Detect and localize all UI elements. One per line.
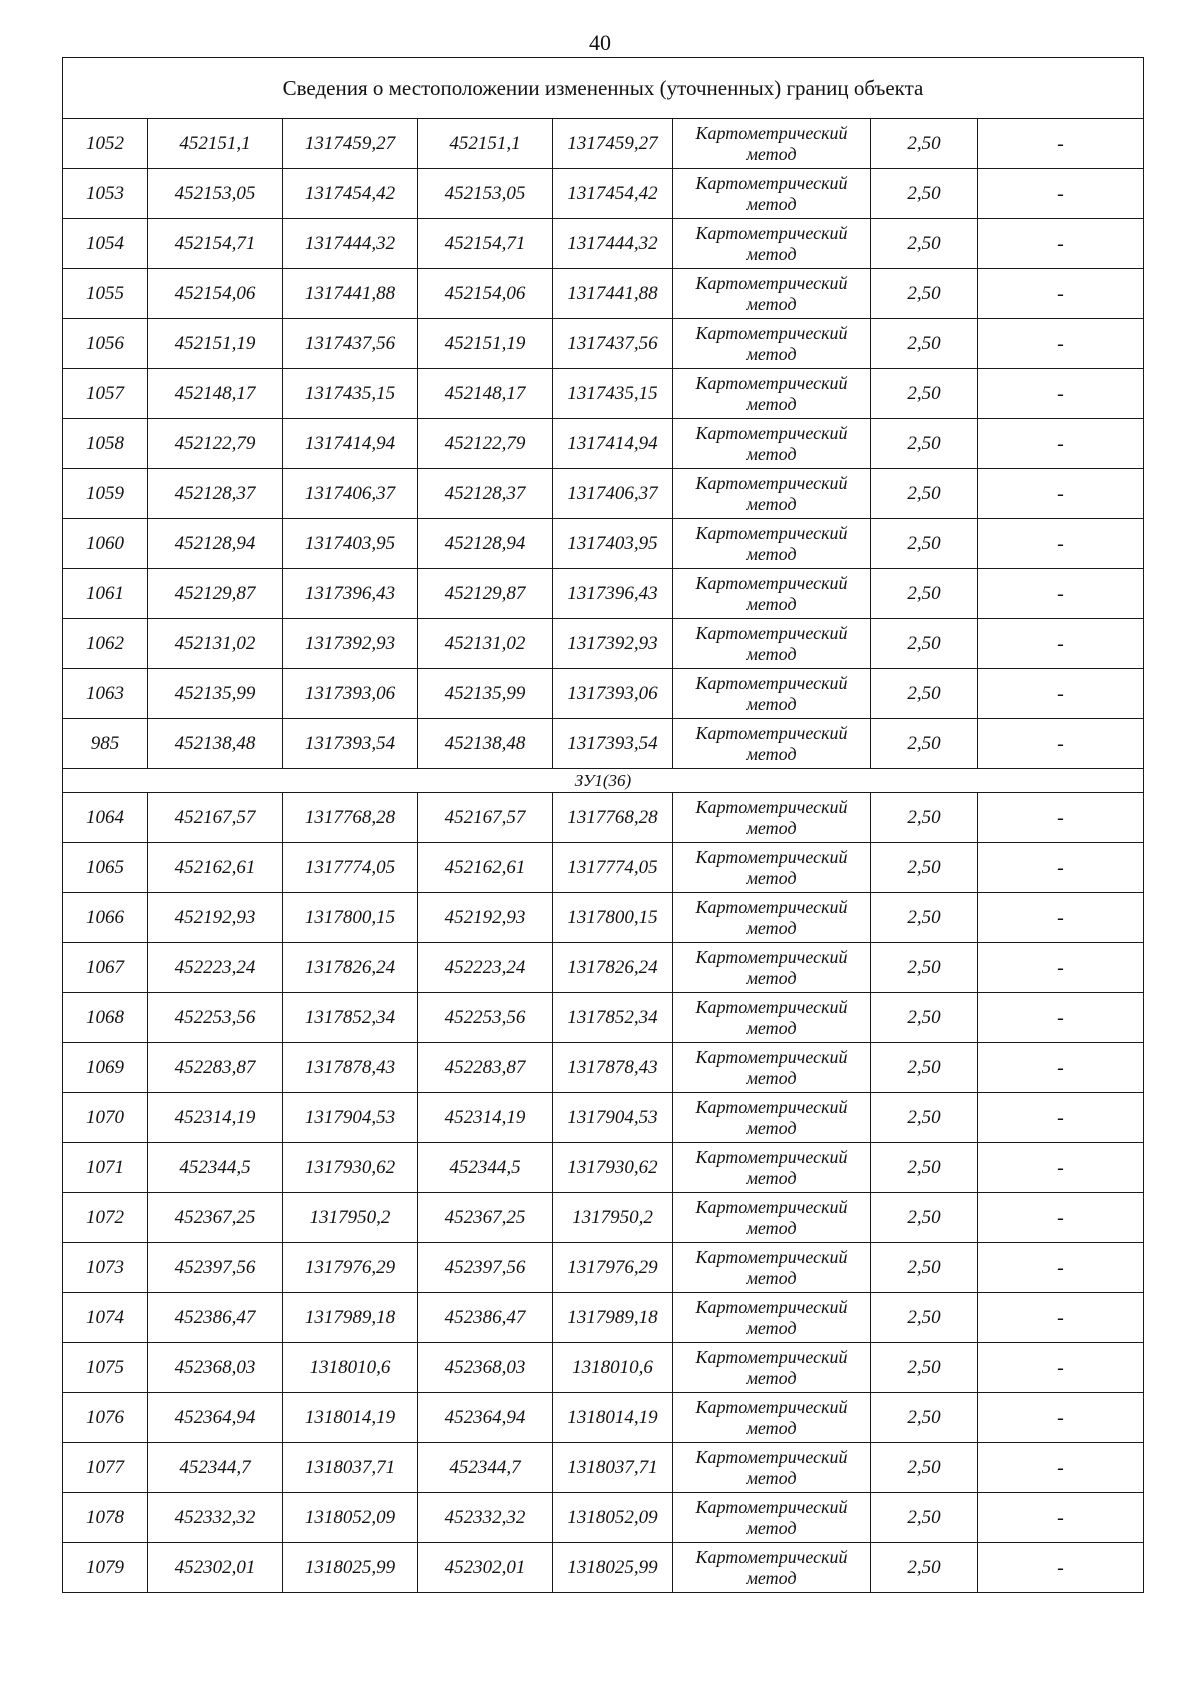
x-existing-cell: 452128,94 (148, 519, 283, 569)
y-refined-cell: 1317950,2 (553, 1193, 673, 1243)
table-row (63, 119, 1144, 169)
description-cell: - (978, 119, 1144, 169)
method-cell: Картометрический метод (673, 1243, 871, 1293)
y-existing-cell: 1317878,43 (283, 1043, 418, 1093)
description-cell: - (978, 1243, 1144, 1293)
x-refined-cell: 452344,5 (418, 1143, 553, 1193)
table-row (63, 519, 1144, 569)
table-row (63, 1443, 1144, 1493)
description-cell: - (978, 219, 1144, 269)
y-existing-cell: 1317768,28 (283, 793, 418, 843)
description-cell: - (978, 619, 1144, 669)
y-refined-cell: 1317774,05 (553, 843, 673, 893)
method-cell: Картометрический метод (673, 1093, 871, 1143)
point-number-cell: 1053 (63, 169, 148, 219)
accuracy-cell: 2,50 (871, 1543, 978, 1593)
method-cell: Картометрический метод (673, 619, 871, 669)
x-existing-cell: 452167,57 (148, 793, 283, 843)
y-refined-cell: 1317826,24 (553, 943, 673, 993)
table-row (63, 843, 1144, 893)
table-body (63, 58, 1144, 1593)
y-refined-cell: 1317435,15 (553, 369, 673, 419)
accuracy-cell: 2,50 (871, 1343, 978, 1393)
section-label: ЗУ1(36) (63, 769, 1144, 793)
method-cell: Картометрический метод (673, 669, 871, 719)
x-existing-cell: 452344,7 (148, 1443, 283, 1493)
table-row (63, 893, 1144, 943)
x-existing-cell: 452344,5 (148, 1143, 283, 1193)
y-existing-cell: 1317989,18 (283, 1293, 418, 1343)
y-refined-cell: 1317441,88 (553, 269, 673, 319)
method-cell: Картометрический метод (673, 1443, 871, 1493)
method-cell: Картометрический метод (673, 169, 871, 219)
table-row (63, 1293, 1144, 1343)
table-row (63, 569, 1144, 619)
y-refined-cell: 1317459,27 (553, 119, 673, 169)
y-refined-cell: 1317393,54 (553, 719, 673, 769)
description-cell: - (978, 569, 1144, 619)
table-row (63, 1093, 1144, 1143)
x-existing-cell: 452364,94 (148, 1393, 283, 1443)
method-cell: Картометрический метод (673, 1393, 871, 1443)
accuracy-cell: 2,50 (871, 219, 978, 269)
point-number-cell: 1068 (63, 993, 148, 1043)
accuracy-cell: 2,50 (871, 893, 978, 943)
point-number-cell: 1079 (63, 1543, 148, 1593)
y-refined-cell: 1318010,6 (553, 1343, 673, 1393)
x-refined-cell: 452151,1 (418, 119, 553, 169)
x-refined-cell: 452367,25 (418, 1193, 553, 1243)
y-refined-cell: 1318025,99 (553, 1543, 673, 1593)
x-existing-cell: 452397,56 (148, 1243, 283, 1293)
y-refined-cell: 1317392,93 (553, 619, 673, 669)
table-row (63, 419, 1144, 469)
method-cell: Картометрический метод (673, 569, 871, 619)
point-number-cell: 1069 (63, 1043, 148, 1093)
table-row (63, 1493, 1144, 1543)
y-refined-cell: 1317406,37 (553, 469, 673, 519)
y-existing-cell: 1317403,95 (283, 519, 418, 569)
accuracy-cell: 2,50 (871, 169, 978, 219)
y-existing-cell: 1317976,29 (283, 1243, 418, 1293)
y-existing-cell: 1317774,05 (283, 843, 418, 893)
y-existing-cell: 1317444,32 (283, 219, 418, 269)
y-existing-cell: 1317459,27 (283, 119, 418, 169)
x-refined-cell: 452314,19 (418, 1093, 553, 1143)
table-row (63, 219, 1144, 269)
point-number-cell: 1052 (63, 119, 148, 169)
description-cell: - (978, 419, 1144, 469)
y-refined-cell: 1317437,56 (553, 319, 673, 369)
method-cell: Картометрический метод (673, 1193, 871, 1243)
y-refined-cell: 1317403,95 (553, 519, 673, 569)
y-existing-cell: 1318014,19 (283, 1393, 418, 1443)
method-cell: Картометрический метод (673, 369, 871, 419)
method-cell: Картометрический метод (673, 1493, 871, 1543)
y-existing-cell: 1317800,15 (283, 893, 418, 943)
accuracy-cell: 2,50 (871, 1193, 978, 1243)
description-cell: - (978, 1193, 1144, 1243)
accuracy-cell: 2,50 (871, 843, 978, 893)
y-existing-cell: 1318037,71 (283, 1443, 418, 1493)
y-refined-cell: 1317989,18 (553, 1293, 673, 1343)
description-cell: - (978, 843, 1144, 893)
table-title-row (63, 58, 1144, 119)
point-number-cell: 1056 (63, 319, 148, 369)
x-existing-cell: 452154,06 (148, 269, 283, 319)
description-cell: - (978, 993, 1144, 1043)
table-row (63, 169, 1144, 219)
accuracy-cell: 2,50 (871, 943, 978, 993)
point-number-cell: 1065 (63, 843, 148, 893)
method-cell: Картометрический метод (673, 943, 871, 993)
x-existing-cell: 452223,24 (148, 943, 283, 993)
x-refined-cell: 452253,56 (418, 993, 553, 1043)
description-cell: - (978, 1043, 1144, 1093)
accuracy-cell: 2,50 (871, 119, 978, 169)
description-cell: - (978, 319, 1144, 369)
y-refined-cell: 1317396,43 (553, 569, 673, 619)
y-refined-cell: 1317852,34 (553, 993, 673, 1043)
x-refined-cell: 452153,05 (418, 169, 553, 219)
point-number-cell: 1060 (63, 519, 148, 569)
description-cell: - (978, 169, 1144, 219)
y-existing-cell: 1317393,06 (283, 669, 418, 719)
point-number-cell: 1058 (63, 419, 148, 469)
accuracy-cell: 2,50 (871, 569, 978, 619)
table-row (63, 793, 1144, 843)
x-refined-cell: 452128,37 (418, 469, 553, 519)
description-cell: - (978, 1443, 1144, 1493)
x-refined-cell: 452223,24 (418, 943, 553, 993)
accuracy-cell: 2,50 (871, 719, 978, 769)
method-cell: Картометрический метод (673, 1293, 871, 1343)
method-cell: Картометрический метод (673, 843, 871, 893)
method-cell: Картометрический метод (673, 1143, 871, 1193)
x-refined-cell: 452368,03 (418, 1343, 553, 1393)
accuracy-cell: 2,50 (871, 1043, 978, 1093)
description-cell: - (978, 669, 1144, 719)
description-cell: - (978, 893, 1144, 943)
description-cell: - (978, 1093, 1144, 1143)
x-existing-cell: 452151,1 (148, 119, 283, 169)
y-existing-cell: 1317454,42 (283, 169, 418, 219)
x-refined-cell: 452364,94 (418, 1393, 553, 1443)
x-existing-cell: 452302,01 (148, 1543, 283, 1593)
y-existing-cell: 1317393,54 (283, 719, 418, 769)
y-refined-cell: 1318052,09 (553, 1493, 673, 1543)
table-row (63, 469, 1144, 519)
x-refined-cell: 452386,47 (418, 1293, 553, 1343)
description-cell: - (978, 469, 1144, 519)
y-existing-cell: 1317435,15 (283, 369, 418, 419)
y-existing-cell: 1317437,56 (283, 319, 418, 369)
y-refined-cell: 1317454,42 (553, 169, 673, 219)
description-cell: - (978, 1493, 1144, 1543)
table-row (63, 1193, 1144, 1243)
x-existing-cell: 452154,71 (148, 219, 283, 269)
accuracy-cell: 2,50 (871, 1143, 978, 1193)
method-cell: Картометрический метод (673, 419, 871, 469)
method-cell: Картометрический метод (673, 119, 871, 169)
point-number-cell: 1059 (63, 469, 148, 519)
y-refined-cell: 1317930,62 (553, 1143, 673, 1193)
accuracy-cell: 2,50 (871, 1443, 978, 1493)
description-cell: - (978, 1293, 1144, 1343)
x-refined-cell: 452283,87 (418, 1043, 553, 1093)
x-existing-cell: 452129,87 (148, 569, 283, 619)
accuracy-cell: 2,50 (871, 1293, 978, 1343)
y-refined-cell: 1317393,06 (553, 669, 673, 719)
accuracy-cell: 2,50 (871, 369, 978, 419)
point-number-cell: 1073 (63, 1243, 148, 1293)
point-number-cell: 985 (63, 719, 148, 769)
y-refined-cell: 1317904,53 (553, 1093, 673, 1143)
y-existing-cell: 1317852,34 (283, 993, 418, 1043)
table-row (63, 319, 1144, 369)
table-row (63, 1243, 1144, 1293)
x-refined-cell: 452122,79 (418, 419, 553, 469)
method-cell: Картометрический метод (673, 993, 871, 1043)
y-existing-cell: 1317406,37 (283, 469, 418, 519)
description-cell: - (978, 719, 1144, 769)
x-existing-cell: 452283,87 (148, 1043, 283, 1093)
point-number-cell: 1076 (63, 1393, 148, 1443)
x-refined-cell: 452344,7 (418, 1443, 553, 1493)
y-refined-cell: 1317768,28 (553, 793, 673, 843)
section-header-row (63, 769, 1144, 793)
table-row (63, 619, 1144, 669)
x-existing-cell: 452122,79 (148, 419, 283, 469)
y-existing-cell: 1317414,94 (283, 419, 418, 469)
y-existing-cell: 1317392,93 (283, 619, 418, 669)
accuracy-cell: 2,50 (871, 319, 978, 369)
accuracy-cell: 2,50 (871, 1093, 978, 1143)
x-existing-cell: 452128,37 (148, 469, 283, 519)
table-row (63, 269, 1144, 319)
y-existing-cell: 1317950,2 (283, 1193, 418, 1243)
method-cell: Картометрический метод (673, 1043, 871, 1093)
x-existing-cell: 452368,03 (148, 1343, 283, 1393)
table-row (63, 1143, 1144, 1193)
y-existing-cell: 1317904,53 (283, 1093, 418, 1143)
method-cell: Картометрический метод (673, 269, 871, 319)
table-row (63, 719, 1144, 769)
point-number-cell: 1062 (63, 619, 148, 669)
method-cell: Картометрический метод (673, 1343, 871, 1393)
x-refined-cell: 452397,56 (418, 1243, 553, 1293)
accuracy-cell: 2,50 (871, 1243, 978, 1293)
y-refined-cell: 1318014,19 (553, 1393, 673, 1443)
accuracy-cell: 2,50 (871, 993, 978, 1043)
description-cell: - (978, 1393, 1144, 1443)
point-number-cell: 1054 (63, 219, 148, 269)
x-existing-cell: 452153,05 (148, 169, 283, 219)
x-existing-cell: 452192,93 (148, 893, 283, 943)
y-existing-cell: 1318025,99 (283, 1543, 418, 1593)
description-cell: - (978, 1343, 1144, 1393)
method-cell: Картометрический метод (673, 1543, 871, 1593)
description-cell: - (978, 1543, 1144, 1593)
x-existing-cell: 452367,25 (148, 1193, 283, 1243)
x-existing-cell: 452135,99 (148, 669, 283, 719)
point-number-cell: 1074 (63, 1293, 148, 1343)
x-refined-cell: 452151,19 (418, 319, 553, 369)
x-existing-cell: 452314,19 (148, 1093, 283, 1143)
y-refined-cell: 1317976,29 (553, 1243, 673, 1293)
method-cell: Картометрический метод (673, 893, 871, 943)
y-refined-cell: 1317878,43 (553, 1043, 673, 1093)
accuracy-cell: 2,50 (871, 419, 978, 469)
method-cell: Картометрический метод (673, 319, 871, 369)
point-number-cell: 1072 (63, 1193, 148, 1243)
x-refined-cell: 452129,87 (418, 569, 553, 619)
description-cell: - (978, 369, 1144, 419)
table-row (63, 1343, 1144, 1393)
method-cell: Картометрический метод (673, 469, 871, 519)
x-refined-cell: 452167,57 (418, 793, 553, 843)
x-existing-cell: 452386,47 (148, 1293, 283, 1343)
point-number-cell: 1067 (63, 943, 148, 993)
point-number-cell: 1063 (63, 669, 148, 719)
point-number-cell: 1066 (63, 893, 148, 943)
point-number-cell: 1055 (63, 269, 148, 319)
table-row (63, 369, 1144, 419)
point-number-cell: 1075 (63, 1343, 148, 1393)
accuracy-cell: 2,50 (871, 1393, 978, 1443)
table-row (63, 993, 1144, 1043)
y-existing-cell: 1317396,43 (283, 569, 418, 619)
description-cell: - (978, 519, 1144, 569)
x-existing-cell: 452138,48 (148, 719, 283, 769)
x-refined-cell: 452135,99 (418, 669, 553, 719)
x-refined-cell: 452332,32 (418, 1493, 553, 1543)
x-existing-cell: 452162,61 (148, 843, 283, 893)
method-cell: Картометрический метод (673, 793, 871, 843)
table-row (63, 1393, 1144, 1443)
x-refined-cell: 452128,94 (418, 519, 553, 569)
accuracy-cell: 2,50 (871, 519, 978, 569)
y-existing-cell: 1317441,88 (283, 269, 418, 319)
description-cell: - (978, 269, 1144, 319)
table-row (63, 669, 1144, 719)
point-number-cell: 1071 (63, 1143, 148, 1193)
point-number-cell: 1078 (63, 1493, 148, 1543)
x-refined-cell: 452154,71 (418, 219, 553, 269)
method-cell: Картометрический метод (673, 519, 871, 569)
y-existing-cell: 1318010,6 (283, 1343, 418, 1393)
table-row (63, 1043, 1144, 1093)
accuracy-cell: 2,50 (871, 793, 978, 843)
accuracy-cell: 2,50 (871, 619, 978, 669)
x-refined-cell: 452148,17 (418, 369, 553, 419)
accuracy-cell: 2,50 (871, 269, 978, 319)
description-cell: - (978, 793, 1144, 843)
page-number: 40 (589, 30, 611, 55)
y-refined-cell: 1317444,32 (553, 219, 673, 269)
y-existing-cell: 1318052,09 (283, 1493, 418, 1543)
description-cell: - (978, 943, 1144, 993)
x-existing-cell: 452131,02 (148, 619, 283, 669)
y-existing-cell: 1317930,62 (283, 1143, 418, 1193)
x-refined-cell: 452192,93 (418, 893, 553, 943)
point-number-cell: 1077 (63, 1443, 148, 1493)
method-cell: Картометрический метод (673, 719, 871, 769)
table-row (63, 943, 1144, 993)
x-existing-cell: 452332,32 (148, 1493, 283, 1543)
method-cell: Картометрический метод (673, 219, 871, 269)
point-number-cell: 1064 (63, 793, 148, 843)
y-existing-cell: 1317826,24 (283, 943, 418, 993)
point-number-cell: 1057 (63, 369, 148, 419)
x-refined-cell: 452131,02 (418, 619, 553, 669)
x-existing-cell: 452148,17 (148, 369, 283, 419)
description-cell: - (978, 1143, 1144, 1193)
y-refined-cell: 1317800,15 (553, 893, 673, 943)
table-title: Сведения о местоположении измененных (уточненных) границ объекта (63, 58, 1144, 119)
accuracy-cell: 2,50 (871, 1493, 978, 1543)
x-existing-cell: 452151,19 (148, 319, 283, 369)
boundary-coordinates-table (62, 57, 1144, 1593)
y-refined-cell: 1317414,94 (553, 419, 673, 469)
table-row (63, 1543, 1144, 1593)
x-refined-cell: 452138,48 (418, 719, 553, 769)
point-number-cell: 1070 (63, 1093, 148, 1143)
x-refined-cell: 452154,06 (418, 269, 553, 319)
accuracy-cell: 2,50 (871, 669, 978, 719)
y-refined-cell: 1318037,71 (553, 1443, 673, 1493)
accuracy-cell: 2,50 (871, 469, 978, 519)
x-refined-cell: 452162,61 (418, 843, 553, 893)
x-existing-cell: 452253,56 (148, 993, 283, 1043)
x-refined-cell: 452302,01 (418, 1543, 553, 1593)
point-number-cell: 1061 (63, 569, 148, 619)
